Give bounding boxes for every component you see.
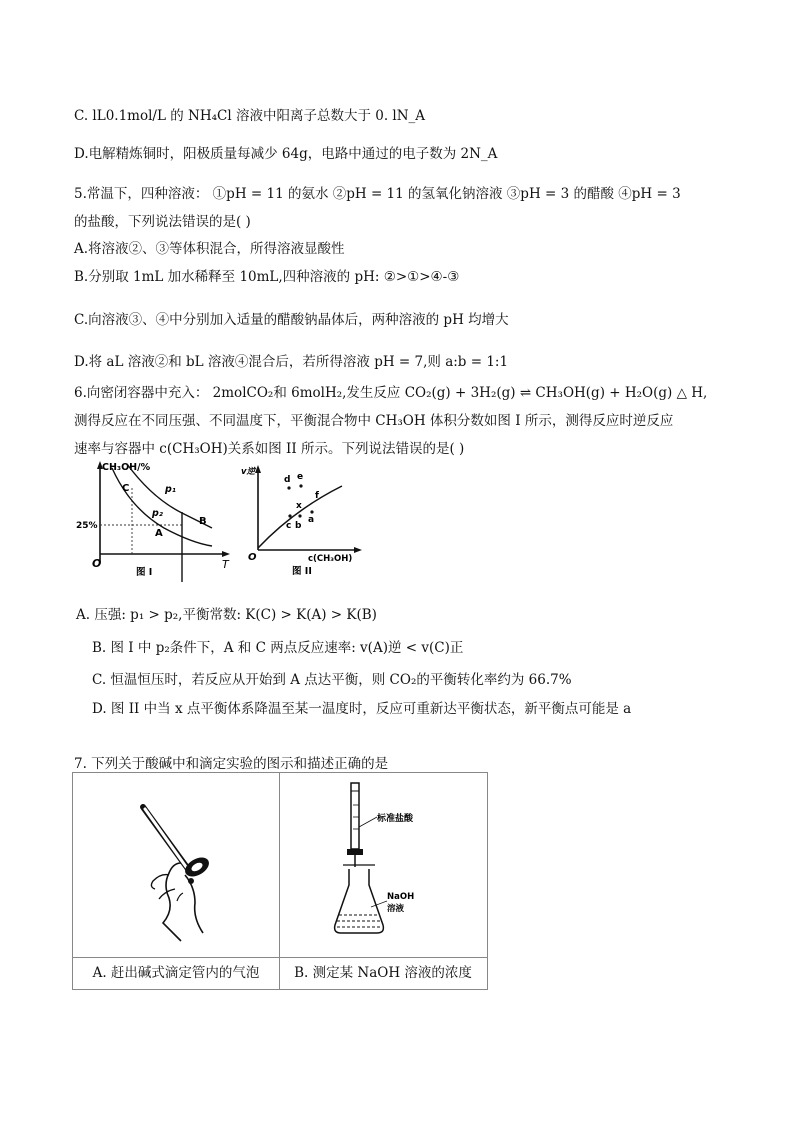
q6-option-a: A. 压强: p₁ > p₂,平衡常数: K(C) > K(A) > K(B) bbox=[76, 607, 377, 623]
q5-option-b: B.分别取 1mL 加水稀释至 10mL,四种溶液的 pH: ②>①>④-③ bbox=[74, 269, 460, 285]
naoh-label: NaOH bbox=[387, 892, 415, 902]
q5-stem-line-1: 5.常温下，四种溶液： ①pH = 11 的氨水 ②pH = 11 的氢氧化钠溶液 ③pH = 3 的醋酸 ④pH = 3 bbox=[74, 186, 681, 202]
q6-option-d: D. 图 II 中当 x 点平衡体系降温至某一温度时，反应可重新达平衡状态，新平衡点可能是 a bbox=[92, 701, 632, 717]
titration-setup-image bbox=[329, 777, 449, 953]
figure-1 bbox=[72, 458, 242, 582]
solution-label: 溶液 bbox=[387, 904, 405, 914]
fig2-label-f: f bbox=[315, 491, 319, 501]
fig2-point-c bbox=[288, 514, 291, 517]
fig2-label-b: b bbox=[295, 521, 302, 531]
burette-hand-image bbox=[123, 803, 223, 943]
q4-option-c: C. lL0.1mol/L 的 NH₄Cl 溶液中阳离子总数大于 0. lN_A bbox=[74, 108, 426, 124]
fig2-xlabel: c(CH₃OH) bbox=[308, 554, 353, 564]
q5-option-d: D.将 aL 溶液②和 bL 溶液④混合后，若所得溶液 pH = 7,则 a:b = 1:1 bbox=[74, 354, 509, 370]
q5-option-c: C.向溶液③、④中分别加入适量的醋酸钠晶体后，两种溶液的 pH 均增大 bbox=[74, 312, 509, 328]
fig1-label-p2: p₂ bbox=[152, 508, 163, 519]
fig2-point-e bbox=[299, 484, 302, 487]
fig2-origin: O bbox=[248, 552, 257, 563]
caption-b: B. 测定某 NaOH 溶液的浓度 bbox=[294, 965, 472, 981]
q7-table bbox=[72, 772, 488, 990]
acid-label: 标准盐酸 bbox=[377, 814, 414, 824]
q6-option-b: B. 图 I 中 p₂条件下，A 和 C 两点反应速率: v(A)逆 < v(C)正 bbox=[92, 640, 464, 656]
q6-stem-line-3: 速率与容器中 c(CH₃OH)关系如图 II 所示。下列说法错误的是( ) bbox=[74, 441, 465, 457]
q5-stem-line-2: 的盐酸，下列说法错误的是( ) bbox=[74, 214, 251, 230]
q6-stem-line-1: 6.向密闭容器中充入： 2molCO₂和 6molH₂,发生反应 CO₂(g) + 3H₂(g) ⇌ CH₃OH(g) + H₂O(g) △ H, bbox=[74, 385, 708, 401]
fig1-tick-25: 25% bbox=[76, 521, 98, 531]
fig2-caption: 图 II bbox=[292, 566, 312, 577]
fig1-xlabel: T bbox=[222, 558, 229, 571]
fig2-label-x: x bbox=[296, 501, 302, 511]
fig2-label-d: d bbox=[284, 475, 291, 485]
q4-option-d: D.电解精炼铜时，阳极质量每减少 64g，电路中通过的电子数为 2N_A bbox=[74, 146, 498, 162]
figure-2 bbox=[241, 462, 368, 580]
fig2-point-b bbox=[298, 514, 301, 517]
fig1-origin: O bbox=[92, 557, 102, 570]
q5-option-a: A.将溶液②、③等体积混合，所得溶液显酸性 bbox=[74, 241, 345, 257]
table-divider-horizontal bbox=[73, 957, 487, 958]
fig2-label-a: a bbox=[308, 515, 315, 525]
q6-stem-line-2: 测得反应在不同压强、不同温度下，平衡混合物中 CH₃OH 体积分数如图 I 所示，测得反应时逆反应 bbox=[74, 413, 674, 429]
fig2-label-e: e bbox=[297, 472, 304, 482]
fig1-label-p1: p₁ bbox=[165, 484, 176, 495]
q7-stem: 7. 下列关于酸碱中和滴定实验的图示和描述正确的是 bbox=[74, 756, 389, 772]
fig1-ylabel: CH₃OH/% bbox=[102, 462, 151, 473]
fig2-ylabel: v逆 bbox=[241, 467, 256, 477]
fig1-label-a: A bbox=[155, 528, 163, 539]
fig2-label-c: c bbox=[286, 521, 292, 531]
caption-a: A. 赶出碱式滴定管内的气泡 bbox=[92, 965, 260, 981]
fig1-caption: 图 I bbox=[136, 567, 153, 578]
fig2-point-d bbox=[287, 486, 290, 489]
q6-option-c: C. 恒温恒压时，若反应从开始到 A 点达平衡，则 CO₂的平衡转化率约为 66.7% bbox=[92, 672, 572, 688]
fig1-label-b: B bbox=[199, 516, 207, 527]
fig2-point-a bbox=[310, 510, 313, 513]
fig1-label-c: C bbox=[122, 483, 130, 494]
